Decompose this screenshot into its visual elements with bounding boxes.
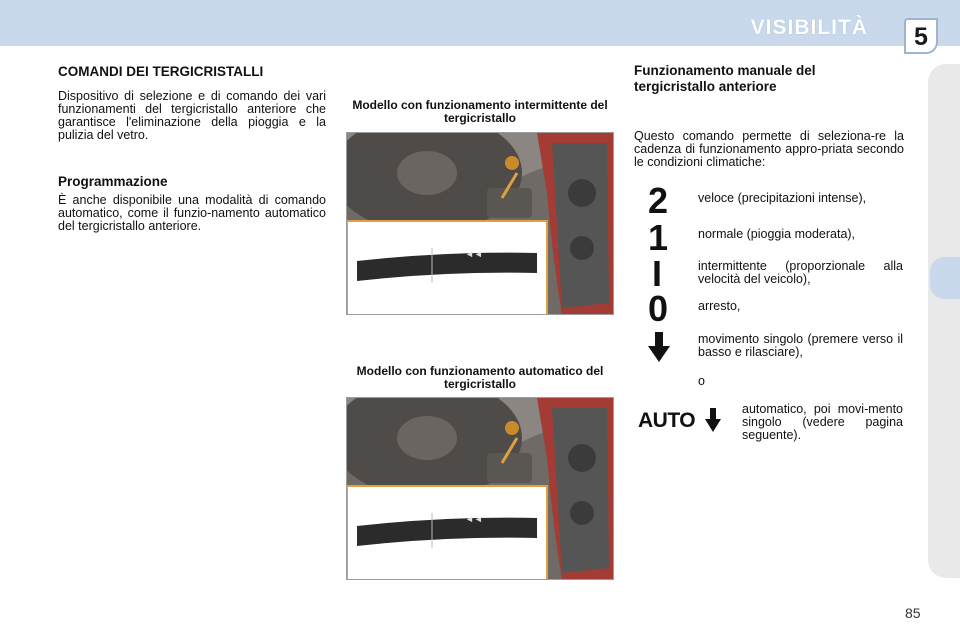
caption-intermittent: Modello con funzionamento intermittente del tergicristallo — [352, 98, 608, 125]
speed-1-symbol: 1 — [648, 217, 669, 258]
intermittent-symbol: I — [652, 253, 663, 294]
programmazione-text: È anche disponibile una modalità di comando automatico, come il funzio-namento automatico del tergicristallo anteriore. — [58, 193, 326, 233]
photo-automatic — [346, 397, 614, 580]
chapter-number: 5 — [914, 23, 928, 51]
caption-automatic: Modello con funzionamento automatico del tergicristallo — [356, 364, 604, 391]
side-strip — [928, 64, 960, 578]
right-intro: Questo comando permette di seleziona-re la cadenza di funzionamento appro-priata secondo le condizioni climatiche: — [634, 129, 904, 169]
section-title: VISIBILITÀ — [750, 16, 868, 39]
left-intro: Dispositivo di selezione e di comando dei vari funzionamenti del tergicristallo anteriore che garantisce l'eliminazione della pioggia e la pulizia del vetro. — [58, 89, 326, 142]
speed-2-symbol: 2 — [648, 180, 669, 221]
item-intermittente: intermittente (proporzionale alla velocità del veicolo), — [698, 259, 903, 286]
or-text: o — [698, 374, 705, 388]
item-normale: normale (pioggia moderata), — [698, 227, 856, 241]
item-arresto: arresto, — [698, 299, 741, 313]
programmazione-heading: Programmazione — [58, 174, 168, 189]
chapter-tab — [904, 18, 938, 54]
item-automatico: automatico, poi movi-mento singolo (vedere pagina seguente). — [742, 402, 903, 442]
item-veloce: veloce (precipitazioni intense), — [698, 191, 867, 205]
svg-text:◄◄: ◄◄ — [465, 249, 483, 259]
page-number: 85 — [905, 605, 921, 621]
left-title: COMANDI DEI TERGICRISTALLI — [58, 64, 264, 79]
side-tab-marker — [930, 257, 960, 299]
right-title: Funzionamento manuale del tergicristallo anteriore — [634, 63, 816, 94]
item-movimento-singolo: movimento singolo (premere verso il basso e rilasciare), — [698, 332, 903, 359]
page-header — [0, 0, 960, 46]
stop-0-symbol: 0 — [648, 288, 669, 329]
svg-text:◄◄: ◄◄ — [465, 514, 483, 524]
down-arrow-icon — [648, 332, 670, 367]
auto-symbol: AUTO — [638, 409, 696, 432]
auto-down-arrow-icon — [705, 408, 721, 437]
photo-intermittent — [346, 132, 614, 315]
